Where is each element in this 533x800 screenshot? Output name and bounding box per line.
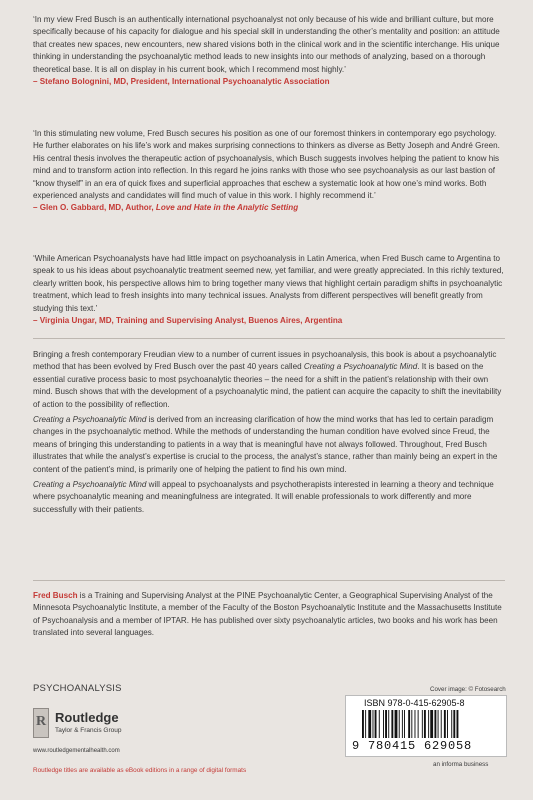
barcode-bar (385, 710, 387, 738)
isbn-text: ISBN 978-0-415-62905-8 (364, 698, 465, 708)
barcode-bar (447, 710, 448, 738)
barcode-bar (451, 710, 452, 738)
barcode-bar (402, 710, 403, 738)
barcode-bar (434, 710, 436, 738)
routledge-mark-icon: R (33, 708, 49, 738)
barcode-bar (399, 710, 400, 738)
barcode-bar (368, 710, 371, 738)
barcode-bar (444, 710, 446, 738)
quote-2 (33, 128, 505, 215)
quote-attribution: – Stefano Bolognini, MD, President, International Psychoanalytic Association (33, 77, 330, 87)
barcode-bar (441, 710, 442, 738)
barcode-digits: 9 780415 629058 (352, 739, 473, 753)
description-paragraph-1: Bringing a fresh contemporary Freudian view to a number of current issues in psychoanalysis, this book is about a psychoanalytic method that has been evolved by Fred Busch over the past 40 years called Creating a Psychoanalytic Mind. It is based on the essential curative process basic to most psychoanalytic theories – the need for a shift in the patient’s relationship with their own mind. Busch shows that with the development of a psychoanalytic mind, the patient can acquire the capacity to shift the inevitability of action to the possibility of reflection. (33, 350, 502, 409)
barcode-bar (383, 710, 384, 738)
barcode-bar (362, 710, 364, 738)
quote-1 (33, 14, 505, 88)
publisher-logo (33, 708, 193, 744)
quote-3 (33, 253, 505, 327)
barcode-bar (411, 710, 412, 738)
barcode-bars (362, 710, 492, 738)
quote-text: ‘While American Psychoanalysts have had little impact on psychoanalysis in Latin America, when Fred Busch came to Argentina to speak to us his ideas about psychoanalytic treatment seemed new, yet familiar, and were greatly appreciated. In this richly textured, clearly written book, his perspective allows him to bring together many views that highlight certain paradigm shifts in psychoanalytic treatment, which lead to fresh insights into many technical issues. Analysts from different perspectives will benefit greatly from studying this text.’ (33, 254, 504, 313)
barcode-bar (379, 710, 380, 738)
barcode-bar (424, 710, 426, 738)
barcode-bar (373, 710, 374, 738)
barcode-bar (438, 710, 439, 738)
publisher-subline: Taylor & Francis Group (55, 727, 122, 734)
quote-text: ‘In this stimulating new volume, Fred Busch secures his position as one of our foremost thinkers in contemporary ego psychology. He further elaborates on his life’s work and makes surprising connections to thinkers as diverse as Betty Joseph and André Green. His central thesis involves the therapeutic action of psychoanalysis, which Busch suggests involves helping the patient to know his mind and to transform action into reflection. In this regard he joins ranks with those who see psychoanalysis as our last bastion of “know thyself” in an era of quick fixes and superficial approaches that eschew a systematic look at how one’s mind works. Both experienced analysts and candidates will find much of value in this work. I highly recommend it.’ (33, 129, 500, 201)
barcode-bar (408, 710, 410, 738)
barcode-bar (404, 710, 405, 738)
barcode-bar (391, 710, 393, 738)
barcode-bar (457, 710, 459, 738)
quote-attribution: – Glen O. Gabbard, MD, Author, Love and Hate in the Analytic Setting (33, 203, 299, 213)
author-name: Fred Busch (33, 591, 78, 600)
author-bio (33, 590, 505, 640)
divider (33, 338, 505, 339)
barcode-bar (428, 710, 429, 738)
description (33, 349, 505, 516)
subject-category: PSYCHOANALYSIS (33, 683, 122, 694)
barcode-bar (365, 710, 366, 738)
publisher-website: www.routledgementalhealth.com (33, 748, 120, 754)
description-paragraph-2: Creating a Psychoanalytic Mind is derived from an increasing clarification of how the mind works that has led to certain paradigm changes in the psychoanalytic method. While the methods of understanding the human condition have evolved since Freud, the means of bringing this understanding to patients in a way that is meaningful have not always followed. Throughout, Fred Busch illustrates that while the analyst’s expertise is crucial to the process, the analyst’s stance, rather than mainly being an expert in the content of the patient’s mind, is primarily one of helping the patient to find his own mind. (33, 415, 498, 474)
barcode-bar (430, 710, 433, 738)
informa-note: an informa business (433, 761, 489, 768)
publisher-name: Routledge (55, 710, 119, 725)
barcode (345, 695, 507, 757)
barcode-bar (388, 710, 389, 738)
divider (33, 580, 505, 581)
barcode-bar (422, 710, 423, 738)
quote-attribution: – Virginia Ungar, MD, Training and Supervising Analyst, Buenos Aires, Argentina (33, 316, 343, 326)
barcode-bar (395, 710, 398, 738)
description-paragraph-3: Creating a Psychoanalytic Mind will appeal to psychoanalysts and psychotherapists interested in learning a theory and technique where psychoanalytic meaning and meaningfulness are integrated. It will enable professionals to work differently and more successfully with their patients. (33, 480, 494, 514)
barcode-bar (415, 710, 416, 738)
quote-text: ‘In my view Fred Busch is an authentically international psychoanalyst not only because of his wide and brilliant culture, but more specifically because of his capacity for dialogue and his special skill in understanding the other’s mentality and position: an attitude that creates new spaces, new encounters, new shared visions both in the clinical work and in the scientific interchange. His unique thinking in understanding the psychoanalytic method leads to new insights into our methods of analyzing, based on a thorough theoretical base. It is all on display in his current book, which I recommend most highly.’ (33, 15, 500, 74)
author-bio-text: is a Training and Supervising Analyst at the PINE Psychoanalytic Center, a Geographical Supervising Analyst of the Minnesota Psychoanalytic Institute, a member of the Faculty of the Boston Psychoanalytic Institute and the Massachusetts Institute of Psychoanalysis and a member of IPTAR. He has published over sixty psychoanalytic articles, two books and his work has been translated into several languages. (33, 591, 502, 638)
cover-credit: Cover image: © Fotosearch (430, 686, 506, 693)
ebook-note: Routledge titles are available as eBook editions in a range of digital formats (33, 767, 247, 774)
barcode-bar (453, 710, 455, 738)
barcode-bar (375, 710, 377, 738)
barcode-bar (418, 710, 419, 738)
